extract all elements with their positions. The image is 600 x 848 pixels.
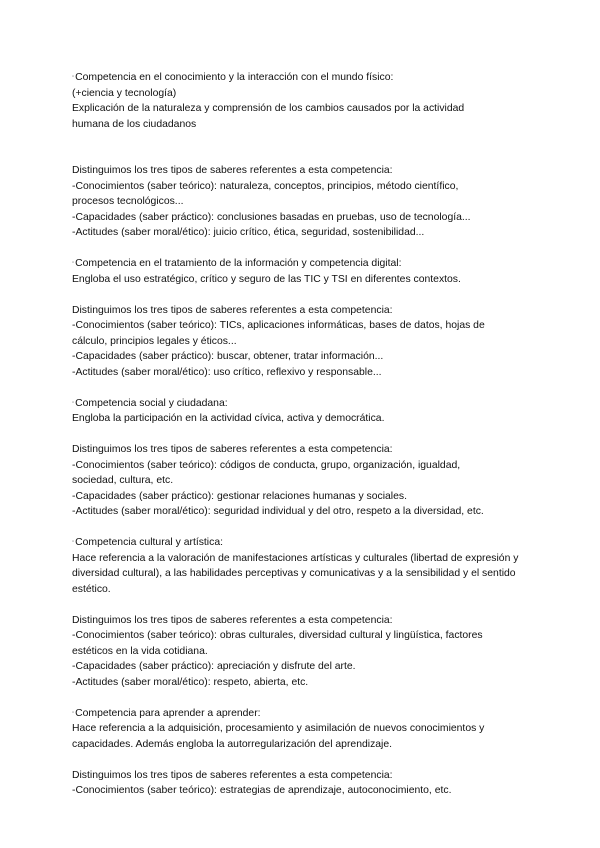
saberes-intro: Distinguimos los tres tipos de saberes referentes a esta competencia: <box>72 614 393 626</box>
saberes-intro: Distinguimos los tres tipos de saberes referentes a esta competencia: <box>72 304 393 316</box>
saberes-line: -Conocimientos (saber teórico): naturaleza, conceptos, principios, método científico, <box>72 180 459 192</box>
saberes-line: -Capacidades (saber práctico): conclusiones basadas en pruebas, uso de tecnología... <box>72 211 471 223</box>
saberes-line: -Actitudes (saber moral/ético): uso crítico, reflexivo y responsable... <box>72 366 382 378</box>
body-line: diversidad cultural), a las habilidades perceptivas y comunicativas y a la sensibilidad y el sentido <box>72 568 516 579</box>
paragraph-gap <box>72 427 562 443</box>
section-cultural <box>72 535 562 706</box>
section-heading: ▫Competencia social y ciudadana: <box>72 396 562 412</box>
section-social <box>72 396 562 536</box>
saberes-line: -Actitudes (saber moral/ético): respeto, abierta, etc. <box>72 676 309 688</box>
section-heading: ▫Competencia en el conocimiento y la interacción con el mundo físico: <box>72 70 562 86</box>
saberes-line: -Conocimientos (saber teórico): obras culturales, diversidad cultural y lingüística, factores <box>72 630 483 641</box>
saberes-line: -Capacidades (saber práctico): buscar, obtener, tratar información... <box>72 351 384 362</box>
body-line: humana de los ciudadanos <box>72 118 197 130</box>
paragraph-gap <box>72 520 562 536</box>
body-line: capacidades. Además engloba la autorregularización del aprendizaje. <box>72 738 393 750</box>
body-line: (+ciencia y tecnología) <box>72 87 177 99</box>
section-digital <box>72 256 562 396</box>
paragraph-gap <box>72 287 562 303</box>
section-heading: ▫Competencia para aprender a aprender: <box>72 706 562 722</box>
paragraph-gap <box>72 132 562 148</box>
saberes-intro: Distinguimos los tres tipos de saberes referentes a esta competencia: <box>72 165 393 176</box>
body-line: Engloba la participación en la actividad cívica, activa y democrática. <box>72 413 385 424</box>
body-line: Engloba el uso estratégico, crítico y seguro de las TIC y TSI en diferentes contextos. <box>72 273 461 285</box>
bullet-icon: ▫ <box>72 399 75 406</box>
section-fisico <box>72 70 562 256</box>
body-line: Hace referencia a la valoración de manifestaciones artísticas y culturales (libertad de expresión y <box>72 552 519 564</box>
body-line: estético. <box>72 583 111 595</box>
saberes-intro: Distinguimos los tres tipos de saberes referentes a esta competencia: <box>72 444 393 455</box>
saberes-line: -Capacidades (saber práctico): apreciación y disfrute del arte. <box>72 661 356 672</box>
saberes-line: -Capacidades (saber práctico): gestionar relaciones humanas y sociales. <box>72 490 407 502</box>
saberes-intro: Distinguimos los tres tipos de saberes referentes a esta competencia: <box>72 769 393 781</box>
bullet-icon: ▫ <box>72 709 75 716</box>
bullet-icon: ▫ <box>72 74 75 80</box>
section-heading: ▫Competencia en el tratamiento de la información y competencia digital: <box>72 256 562 272</box>
paragraph-gap <box>72 597 562 613</box>
section-aprender <box>72 706 562 799</box>
paragraph-gap <box>72 752 562 768</box>
body-line: Hace referencia a la adquisición, procesamiento y asimilación de nuevos conocimientos y <box>72 723 485 734</box>
section-heading: ▫Competencia cultural y artística: <box>72 535 562 551</box>
paragraph-gap <box>72 380 562 396</box>
paragraph-gap <box>72 241 562 257</box>
saberes-line: -Actitudes (saber moral/ético): seguridad individual y del otro, respeto a la diversidad, etc. <box>72 506 484 517</box>
bullet-icon: ▫ <box>72 539 75 545</box>
body-line: Explicación de la naturaleza y comprensión de los cambios causados por la actividad <box>72 103 465 114</box>
paragraph-gap <box>72 690 562 706</box>
document-page <box>72 70 562 799</box>
saberes-line: -Conocimientos (saber teórico): estrategias de aprendizaje, autoconocimiento, etc. <box>72 785 452 796</box>
paragraph-gap <box>72 148 562 164</box>
saberes-line: estéticos en la vida cotidiana. <box>72 645 208 657</box>
saberes-line: -Conocimientos (saber teórico): códigos de conducta, grupo, organización, igualdad, <box>72 459 461 471</box>
saberes-line: -Conocimientos (saber teórico): TICs, aplicaciones informáticas, bases de datos, hojas de <box>72 320 485 331</box>
saberes-line: procesos tecnológicos... <box>72 196 184 207</box>
saberes-line: cálculo, principios legales y éticos... <box>72 335 237 347</box>
bullet-icon: ▫ <box>72 260 75 266</box>
saberes-line: sociedad, cultura, etc. <box>72 475 174 486</box>
saberes-line: -Actitudes (saber moral/ético): juicio crítico, ética, seguridad, sostenibilidad... <box>72 227 425 238</box>
